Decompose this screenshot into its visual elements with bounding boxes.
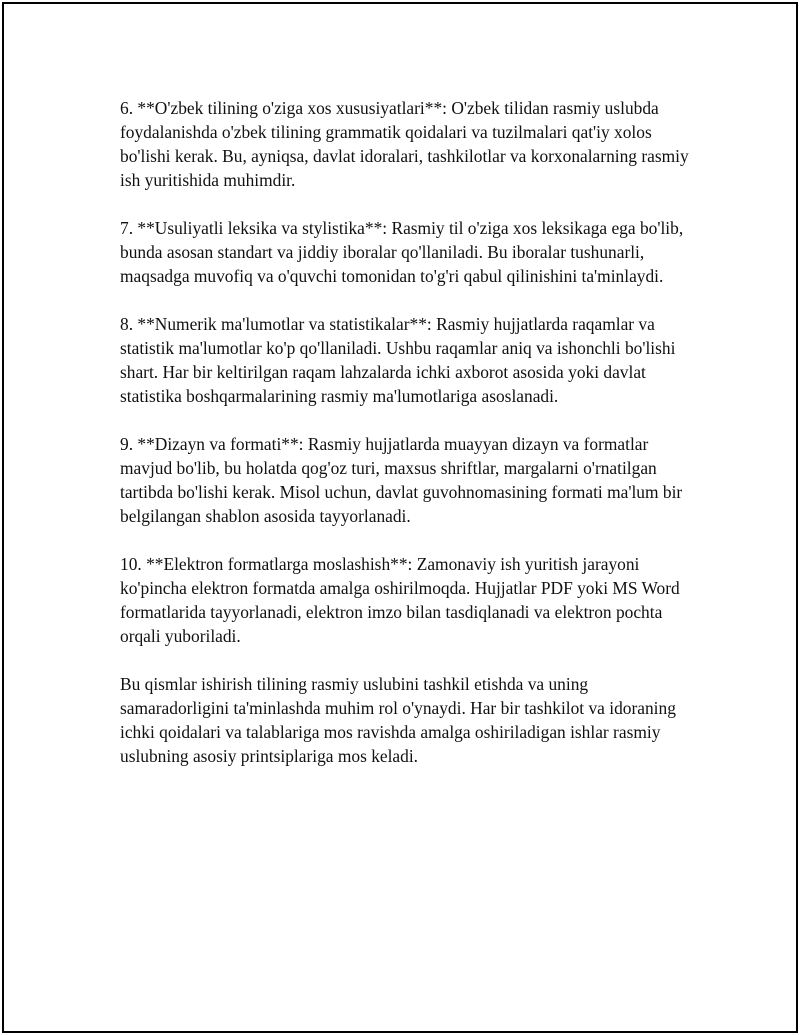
paragraph-item-9: 9. **Dizayn va formati**: Rasmiy hujjatlarda muayyan dizayn va formatlar mavjud bo'lib, bu holatda qog'oz turi, maxsus shriftlar, margalarni o'rnatilgan tartibda bo'lishi kerak. Misol uchun, davlat guvohnomasining formati ma'lum bir belgilangan shablon asosida tayyorlanadi. [120,434,683,526]
paragraph-item-6: 6. **O'zbek tilining o'ziga xos xususiyatlari**: O'zbek tilidan rasmiy uslubda foydalanishda o'zbek tilining grammatik qoidalari va tuzilmalari qat'iy xolos bo'lishi kerak. Bu, ayniqsa, davlat idoralari, tashkilotlar va korxonalarning rasmiy ish yuritishida muhimdir. [120,98,689,190]
document-body [120,96,700,792]
document-page [2,2,798,1033]
paragraph-conclusion: Bu qismlar ishirish tilining rasmiy uslubini tashkil etishda va uning samaradorligini ta'minlashda muhim rol o'ynaydi. Har bir tashkilot va idoraning ichki qoidalari va talablariga mos ravishda amalga oshiriladigan ishlar rasmiy uslubning asosiy printsiplariga mos keladi. [120,674,676,766]
paragraph-item-8: 8. **Numerik ma'lumotlar va statistikalar**: Rasmiy hujjatlarda raqamlar va statistik ma'lumotlar ko'p qo'llaniladi. Ushbu raqamlar aniq va ishonchli bo'lishi shart. Har bir keltirilgan raqam lahzalarda ichki axborot asosida yoki davlat statistika boshqarmalarining rasmiy ma'lumotlariga asoslanadi. [120,314,676,406]
paragraph-item-7: 7. **Usuliyatli leksika va stylistika**: Rasmiy til o'ziga xos leksikaga ega bo'lib, bunda asosan standart va jiddiy iboralar qo'llaniladi. Bu iboralar tushunarli, maqsadga muvofiq va o'quvchi tomonidan to'g'ri qabul qilinishini ta'minlaydi. [120,218,684,286]
paragraph-item-10: 10. **Elektron formatlarga moslashish**: Zamonaviy ish yuritish jarayoni ko'pincha elektron formatda amalga oshirilmoqda. Hujjatlar PDF yoki MS Word formatlarida tayyorlanadi, elektron imzo bilan tasdiqlanadi va elektron pochta orqali yuboriladi. [120,554,680,646]
